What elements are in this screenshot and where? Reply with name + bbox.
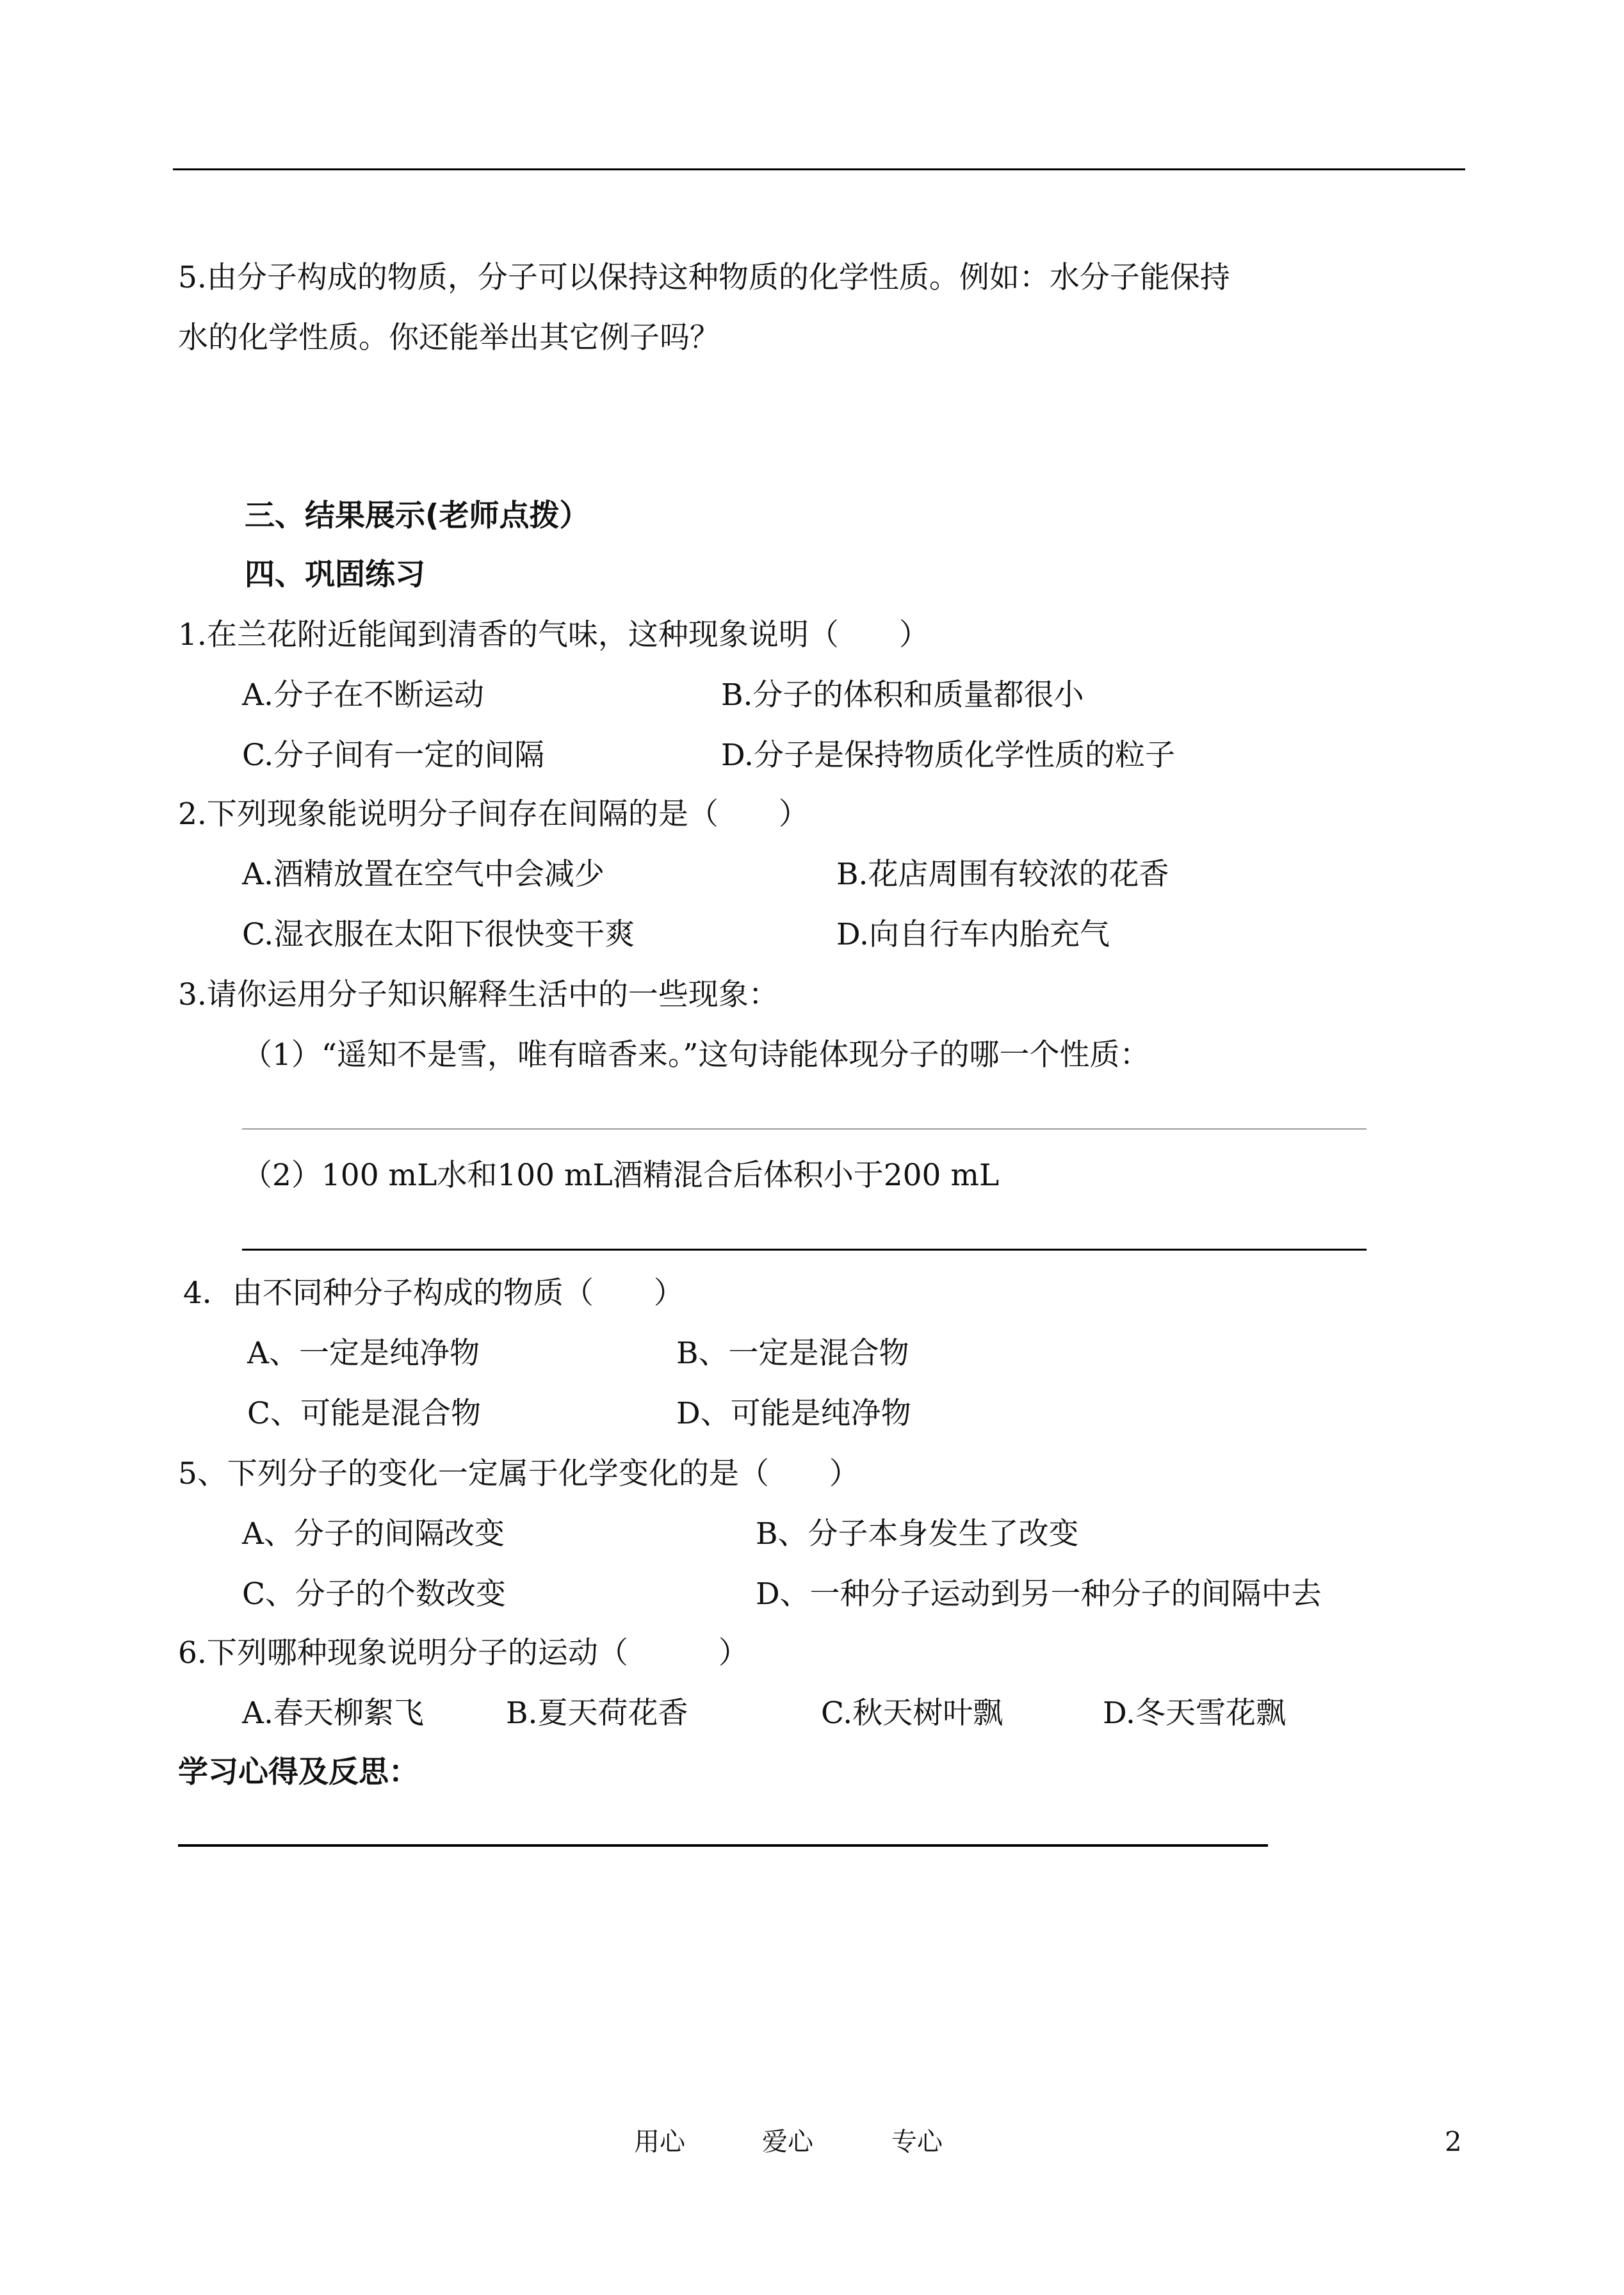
- q1-stem: 1.在兰花附近能闻到清香的气味，这种现象说明（ ）: [178, 617, 929, 653]
- q5-option-c: C、分子的个数改变: [242, 1577, 506, 1612]
- q3-sub2: （2）100 mL水和100 mL酒精混合后体积小于200 mL: [242, 1158, 1000, 1193]
- q1-option-d: D.分子是保持物质化学性质的粒子: [721, 738, 1175, 773]
- q2-option-c: C.湿衣服在太阳下很快变干爽: [242, 917, 635, 952]
- q1-option-a: A.分子在不断运动: [242, 677, 484, 713]
- q6-stem: 6.下列哪种现象说明分子的运动（ ）: [178, 1635, 749, 1671]
- q2-stem: 2.下列现象能说明分子间存在间隔的是（ ）: [178, 797, 809, 832]
- q5-intro-line1: 5.由分子构成的物质，分子可以保持这种物质的化学性质。例如：水分子能保持: [178, 260, 1230, 295]
- q3-answer-line-1: [242, 1128, 1367, 1130]
- q1-option-b: B.分子的体积和质量都很小: [721, 677, 1084, 713]
- footer-motto-3: 专心: [891, 2127, 943, 2157]
- q4-option-c: C、可能是混合物: [247, 1396, 481, 1431]
- q2-option-b: B.花店周围有较浓的花香: [836, 857, 1169, 892]
- q5-stem: 5、下列分子的变化一定属于化学变化的是（ ）: [178, 1456, 859, 1491]
- q3-sub1: （1）“遥知不是雪，唯有暗香来。”这句诗能体现分子的哪一个性质：: [242, 1037, 1150, 1073]
- q2-option-a: A.酒精放置在空气中会减少: [242, 857, 605, 892]
- footer-motto-1: 用心: [634, 2127, 685, 2157]
- q4-option-b: B、一定是混合物: [676, 1336, 909, 1371]
- reflection-label: 学习心得及反思：: [178, 1755, 419, 1790]
- q5-option-b: B、分子本身发生了改变: [756, 1516, 1079, 1552]
- q4-option-a: A、一定是纯净物: [247, 1336, 480, 1371]
- q5-option-a: A、分子的间隔改变: [242, 1516, 505, 1552]
- section-practice-heading: 四、巩固练习: [245, 557, 425, 592]
- page-number: 2: [1445, 2126, 1462, 2157]
- q3-stem: 3.请你运用分子知识解释生活中的一些现象：: [178, 977, 779, 1012]
- q5-option-d: D、一种分子运动到另一种分子的间隔中去: [756, 1577, 1322, 1612]
- reflection-answer-line: [178, 1844, 1268, 1847]
- q6-option-d: D.冬天雪花飘: [1103, 1696, 1286, 1731]
- q6-option-c: C.秋天树叶飘: [821, 1696, 1003, 1731]
- q6-option-b: B.夏天荷花香: [506, 1696, 688, 1731]
- header-rule: [173, 168, 1465, 170]
- q2-option-d: D.向自行车内胎充气: [836, 917, 1110, 952]
- q6-option-a: A.春天柳絮飞: [242, 1696, 424, 1731]
- q1-option-c: C.分子间有一定的间隔: [242, 738, 545, 773]
- q4-stem: 4．由不同种分子构成的物质（ ）: [183, 1276, 684, 1311]
- footer-motto-2: 爱心: [762, 2127, 813, 2157]
- q3-answer-line-2: [242, 1249, 1367, 1251]
- q4-option-d: D、可能是纯净物: [676, 1396, 911, 1431]
- q5-intro-line2: 水的化学性质。你还能举出其它例子吗？: [178, 320, 720, 355]
- section-results-heading: 三、结果展示(老师点拨）: [245, 498, 590, 533]
